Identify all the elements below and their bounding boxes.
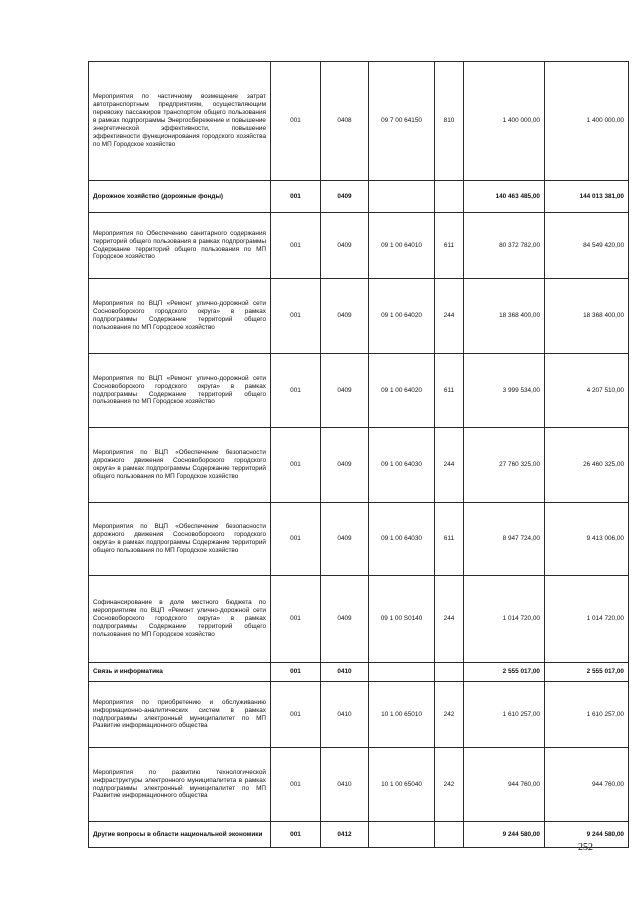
target-article-code: 10 1 00 65040 [369,748,435,822]
section-row [89,822,629,848]
page-number: 252 [578,842,593,853]
amount-year-1: 3 999 534,00 [464,354,545,428]
department-code: 001 [271,62,321,181]
expense-type-code [435,181,464,213]
row-name: Мероприятия по развитию технологической инфраструктуры электронного муниципалитета в рамках подпрограммы электронный муниципалитет по МП Развитие информационного общества [89,748,271,822]
row-name: Мероприятия по ВЦП «Обеспечение безопасности дорожного движения Сосновоборского городского округа» в рамках подпрограммы Содержание территорий общего пользования по МП Городское хозяйство [89,503,271,576]
target-article-code: 10 1 00 65010 [369,682,435,748]
table-row [89,428,629,503]
amount-year-2: 18 368 400,00 [545,279,629,354]
amount-year-1: 80 372 782,00 [464,213,545,279]
amount-year-2: 944 760,00 [545,748,629,822]
section-code: 0410 [321,663,369,682]
table-row [89,213,629,279]
amount-year-1: 1 400 000,00 [464,62,545,181]
amount-year-1: 18 368 400,00 [464,279,545,354]
department-code: 001 [271,748,321,822]
section-code: 0409 [321,213,369,279]
target-article-code: 09 1 00 64030 [369,428,435,503]
amount-year-2: 26 460 325,00 [545,428,629,503]
section-code: 0409 [321,181,369,213]
section-code: 0410 [321,748,369,822]
amount-year-1: 1 610 257,00 [464,682,545,748]
table-row [89,354,629,428]
table-row [89,279,629,354]
row-name: Дорожное хозяйство (дорожные фонды) [89,181,271,213]
expense-type-code [435,822,464,848]
row-name: Софинансирование в доле местного бюджета по мероприятиям по ВЦП «Ремонт улично-дорожной сети Сосновоборского городского округа» в рамках подпрограммы Содержание территорий общего пользования по МП Городское хозяйство [89,576,271,663]
department-code: 001 [271,181,321,213]
table-row [89,576,629,663]
table-row [89,748,629,822]
section-row [89,181,629,213]
amount-year-1: 27 760 325,00 [464,428,545,503]
target-article-code: 09 7 00 64150 [369,62,435,181]
expense-type-code: 810 [435,62,464,181]
target-article-code: 09 1 00 S0140 [369,576,435,663]
amount-year-1: 140 463 485,00 [464,181,545,213]
target-article-code: 09 1 00 64020 [369,279,435,354]
expense-type-code [435,663,464,682]
department-code: 001 [271,428,321,503]
row-name: Мероприятия по ВЦП «Ремонт улично-дорожной сети Сосновоборского городского округа» в рамках подпрограммы Содержание территорий общего пользования по МП Городское хозяйство [89,354,271,428]
expense-type-code: 242 [435,682,464,748]
expense-type-code: 611 [435,503,464,576]
section-code: 0409 [321,503,369,576]
department-code: 001 [271,213,321,279]
target-article-code: 09 1 00 64010 [369,213,435,279]
expense-type-code: 242 [435,748,464,822]
department-code: 001 [271,822,321,848]
expense-type-code: 244 [435,279,464,354]
department-code: 001 [271,503,321,576]
amount-year-1: 1 014 720,00 [464,576,545,663]
amount-year-1: 2 555 017,00 [464,663,545,682]
department-code: 001 [271,663,321,682]
amount-year-2: 1 400 000,00 [545,62,629,181]
section-row [89,663,629,682]
amount-year-1: 8 947 724,00 [464,503,545,576]
row-name: Связь и информатика [89,663,271,682]
target-article-code [369,663,435,682]
amount-year-2: 2 555 017,00 [545,663,629,682]
amount-year-2: 84 549 420,00 [545,213,629,279]
department-code: 001 [271,354,321,428]
expense-type-code: 611 [435,213,464,279]
section-code: 0409 [321,279,369,354]
section-code: 0412 [321,822,369,848]
amount-year-1: 9 244 580,00 [464,822,545,848]
table-row [89,62,629,181]
budget-expenditure-table [88,61,629,848]
department-code: 001 [271,682,321,748]
amount-year-2: 9 413 006,00 [545,503,629,576]
target-article-code [369,822,435,848]
section-code: 0409 [321,354,369,428]
table-row [89,682,629,748]
amount-year-2: 144 013 381,00 [545,181,629,213]
target-article-code: 09 1 00 64030 [369,503,435,576]
row-name: Мероприятия по ВЦП «Обеспечение безопасности дорожного движения Сосновоборского городского округа» в рамках подпрограммы Содержание территорий общего пользования по МП Городское хозяйство [89,428,271,503]
amount-year-1: 944 760,00 [464,748,545,822]
section-code: 0409 [321,576,369,663]
department-code: 001 [271,576,321,663]
row-name: Мероприятия по частичному возмещение затрат автотранспортным предприятиям, осуществляющим перевозку пассажиров транспортом общего пользования в рамках подпрограммы Энергосбережение и повышение энергетической эффективности, повышение эффективности функционирования городского хозяйства по МП Городское хозяйство [89,62,271,181]
row-name: Мероприятия по приобретению и обслуживанию информационно-аналитических систем в рамках подпрограммы электронный муниципалитет по МП Развитие информационного общества [89,682,271,748]
target-article-code: 09 1 00 64020 [369,354,435,428]
amount-year-2: 1 610 257,00 [545,682,629,748]
target-article-code [369,181,435,213]
row-name: Мероприятия по Обеспечению санитарного содержания территорий общего пользования в рамках подпрограммы Содержание территорий общего пользования по МП Городское хозяйство [89,213,271,279]
table-row [89,503,629,576]
amount-year-2: 9 244 580,00 [545,822,629,848]
section-code: 0410 [321,682,369,748]
department-code: 001 [271,279,321,354]
expense-type-code: 244 [435,428,464,503]
section-code: 0409 [321,428,369,503]
expense-type-code: 611 [435,354,464,428]
expense-type-code: 244 [435,576,464,663]
amount-year-2: 4 207 510,00 [545,354,629,428]
section-code: 0408 [321,62,369,181]
row-name: Мероприятия по ВЦП «Ремонт улично-дорожной сети Сосновоборского городского округа» в рамках подпрограммы Содержание территорий общего пользования по МП Городское хозяйство [89,279,271,354]
row-name: Другие вопросы в области национальной экономики [89,822,271,848]
amount-year-2: 1 014 720,00 [545,576,629,663]
